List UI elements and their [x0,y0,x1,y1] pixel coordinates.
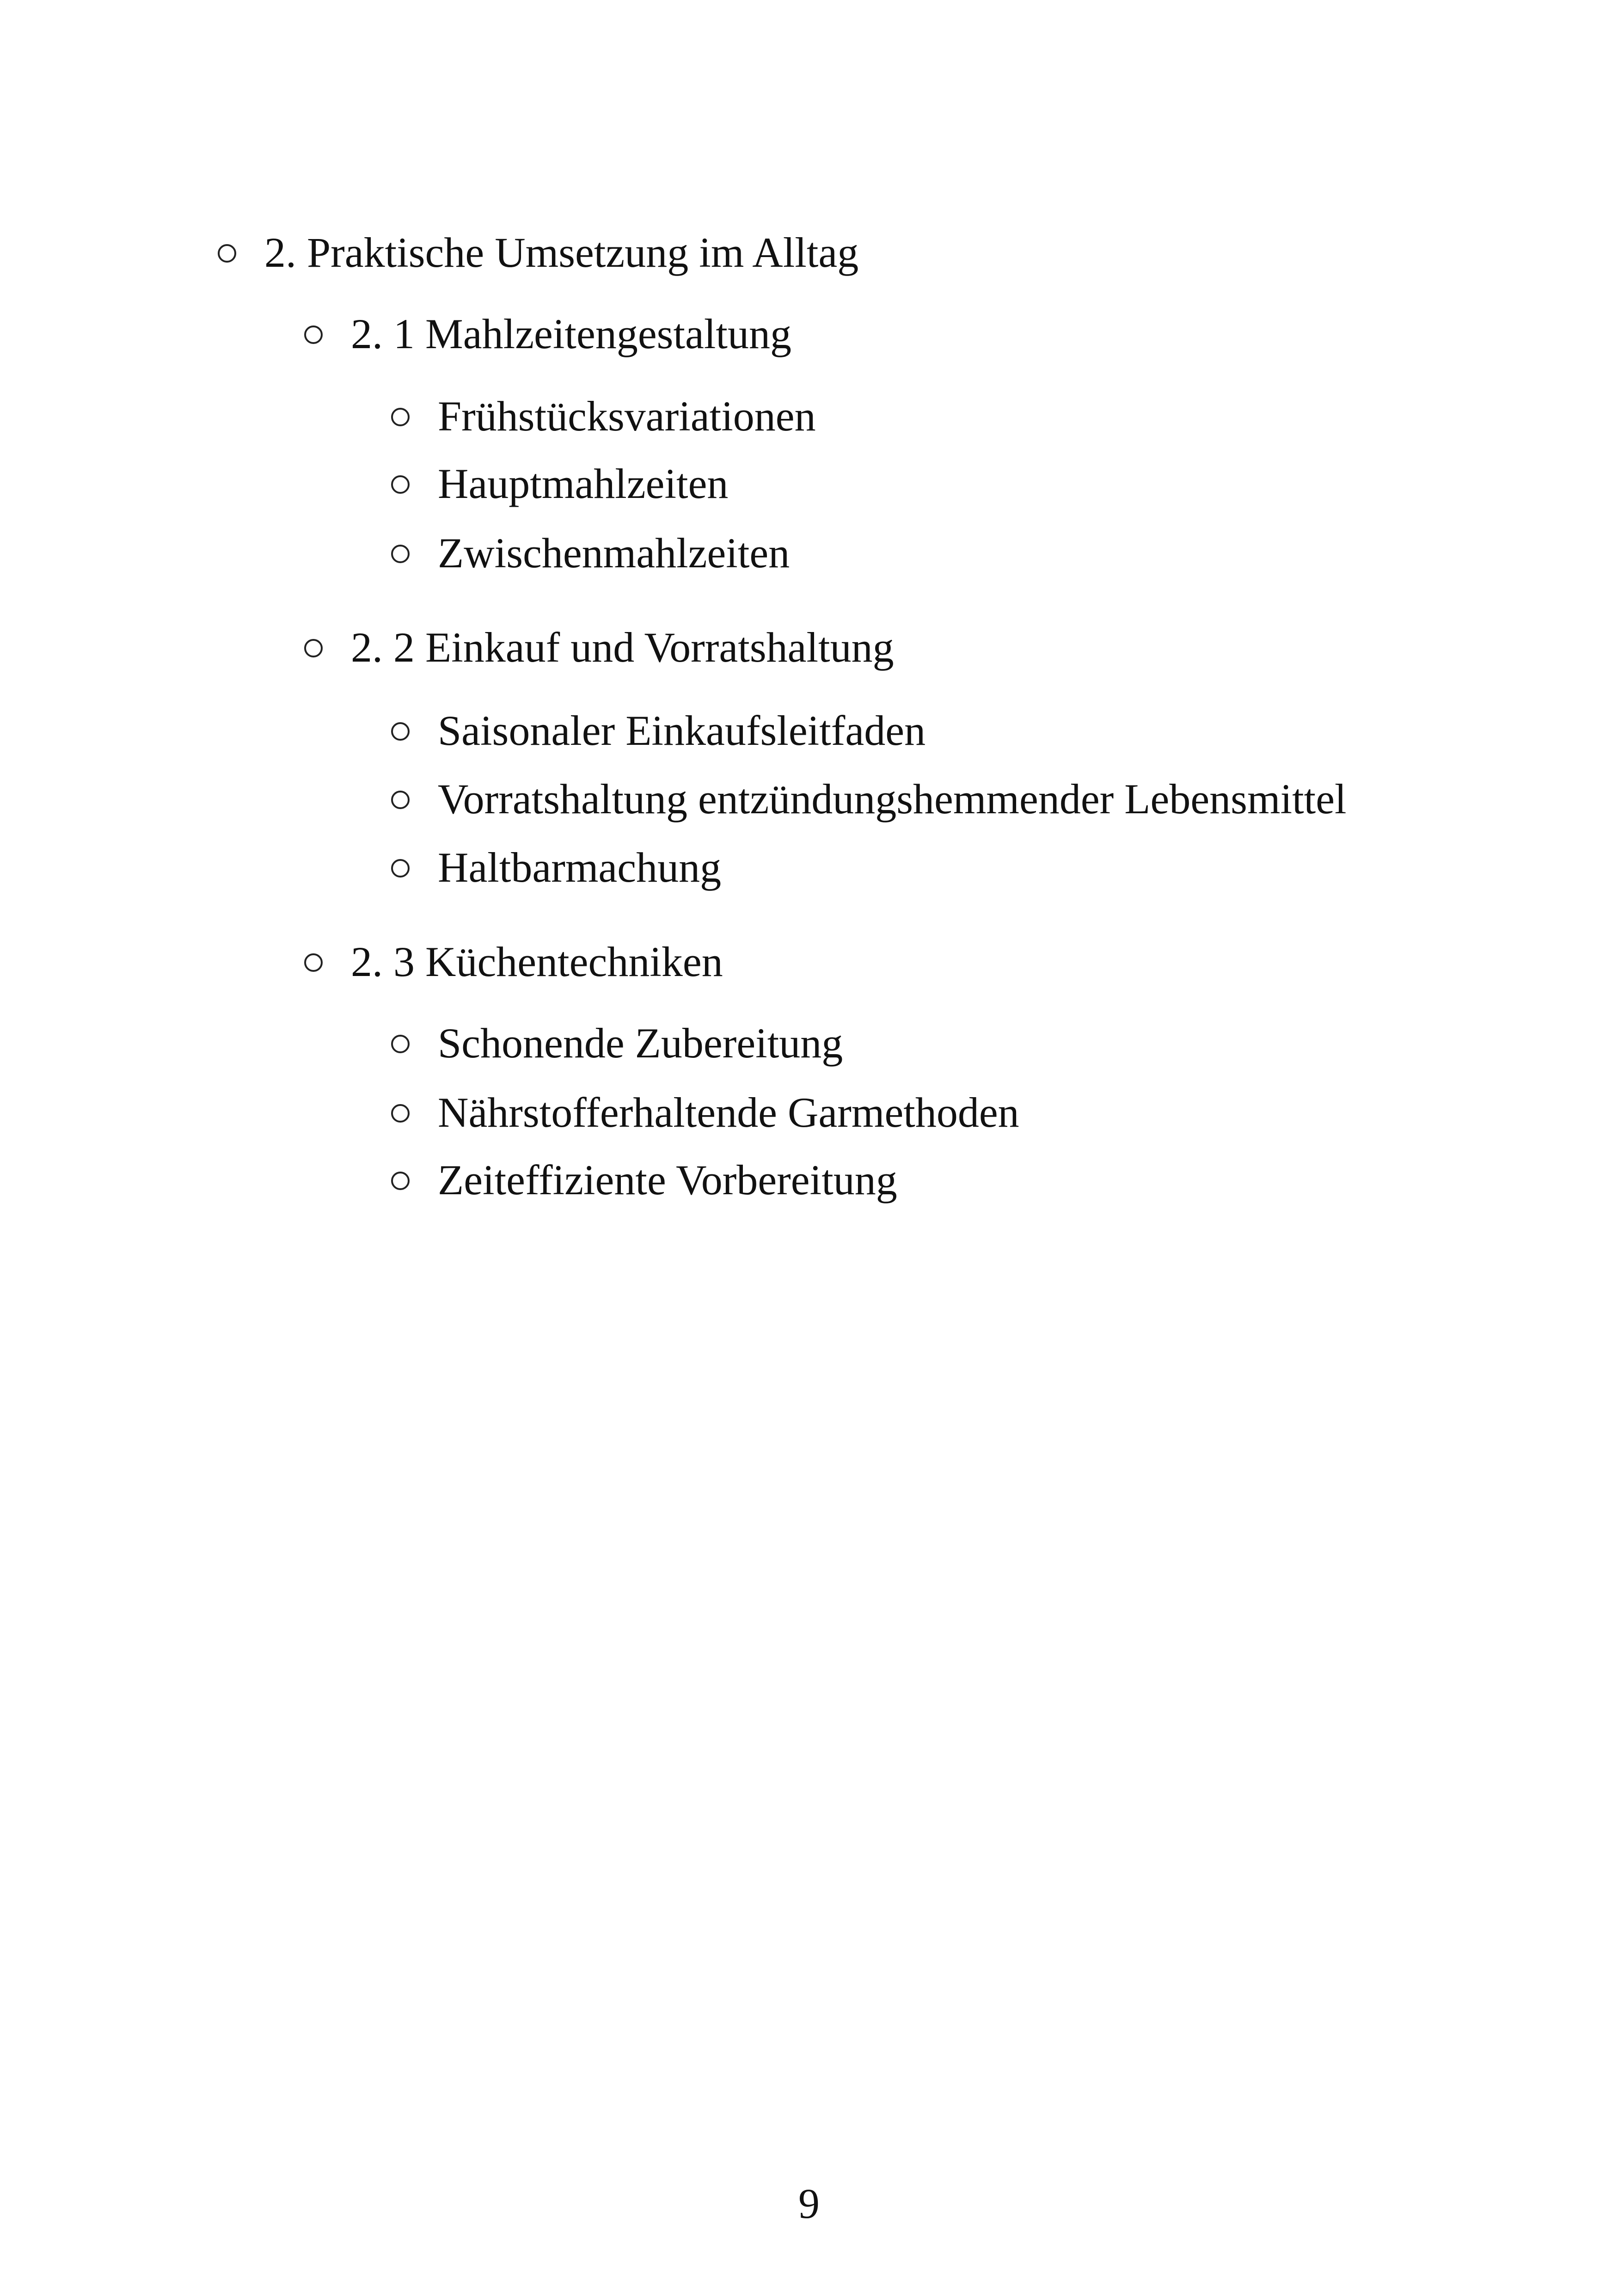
outline-item [388,1091,1019,1134]
subsection-title: 2. 3 Küchentechniken [351,938,723,985]
open-circle-bullet-icon [388,1032,412,1056]
subsection-title: 2. 1 Mahlzeitengestaltung [351,310,791,357]
open-circle-bullet-icon [388,856,412,880]
outline-item [388,775,1347,823]
outline-item-label: Saisonaler Einkaufsleitfaden [438,707,926,754]
outline-item-label: Hauptmahlzeiten [438,460,729,507]
open-circle-bullet-icon [388,719,412,743]
section-title: 2. Praktische Umsetzung im Alltag [264,229,859,276]
open-circle-bullet-icon [215,241,239,265]
outline-item-label: Haltbarmachung [438,844,722,891]
outline-item-label: Vorratshaltung entzündungshemmender Lebensmittel [438,775,1347,823]
open-circle-bullet-icon [301,951,325,975]
outline-item-label: Zwischenmahlzeiten [438,529,790,577]
outline-item [388,1156,897,1203]
outline-subsection [301,310,791,357]
outline-subsection [301,940,723,983]
open-circle-bullet-icon [388,405,412,429]
open-circle-bullet-icon [301,636,325,660]
page-number: 9 [798,2180,820,2227]
outline-item [388,393,816,440]
outline-item [388,462,728,505]
outline-subsection [301,626,894,669]
open-circle-bullet-icon [301,323,325,347]
open-circle-bullet-icon [388,542,412,566]
outline-item-label: Frühstücksvariationen [438,393,816,440]
outline-item-label: Zeiteffiziente Vorbereitung [438,1156,897,1203]
open-circle-bullet-icon [388,1101,412,1125]
outline-item [388,529,790,577]
open-circle-bullet-icon [388,788,412,812]
outline-item [388,846,721,889]
outline-item-label: Nährstofferhaltende Garmethoden [438,1089,1019,1136]
outline-item [388,1019,843,1067]
open-circle-bullet-icon [388,473,412,497]
outline-section [215,231,858,274]
open-circle-bullet-icon [388,1169,412,1193]
subsection-title: 2. 2 Einkauf und Vorratshaltung [351,624,894,671]
outline-item-label: Schonende Zubereitung [438,1019,843,1067]
outline-item [388,709,925,752]
